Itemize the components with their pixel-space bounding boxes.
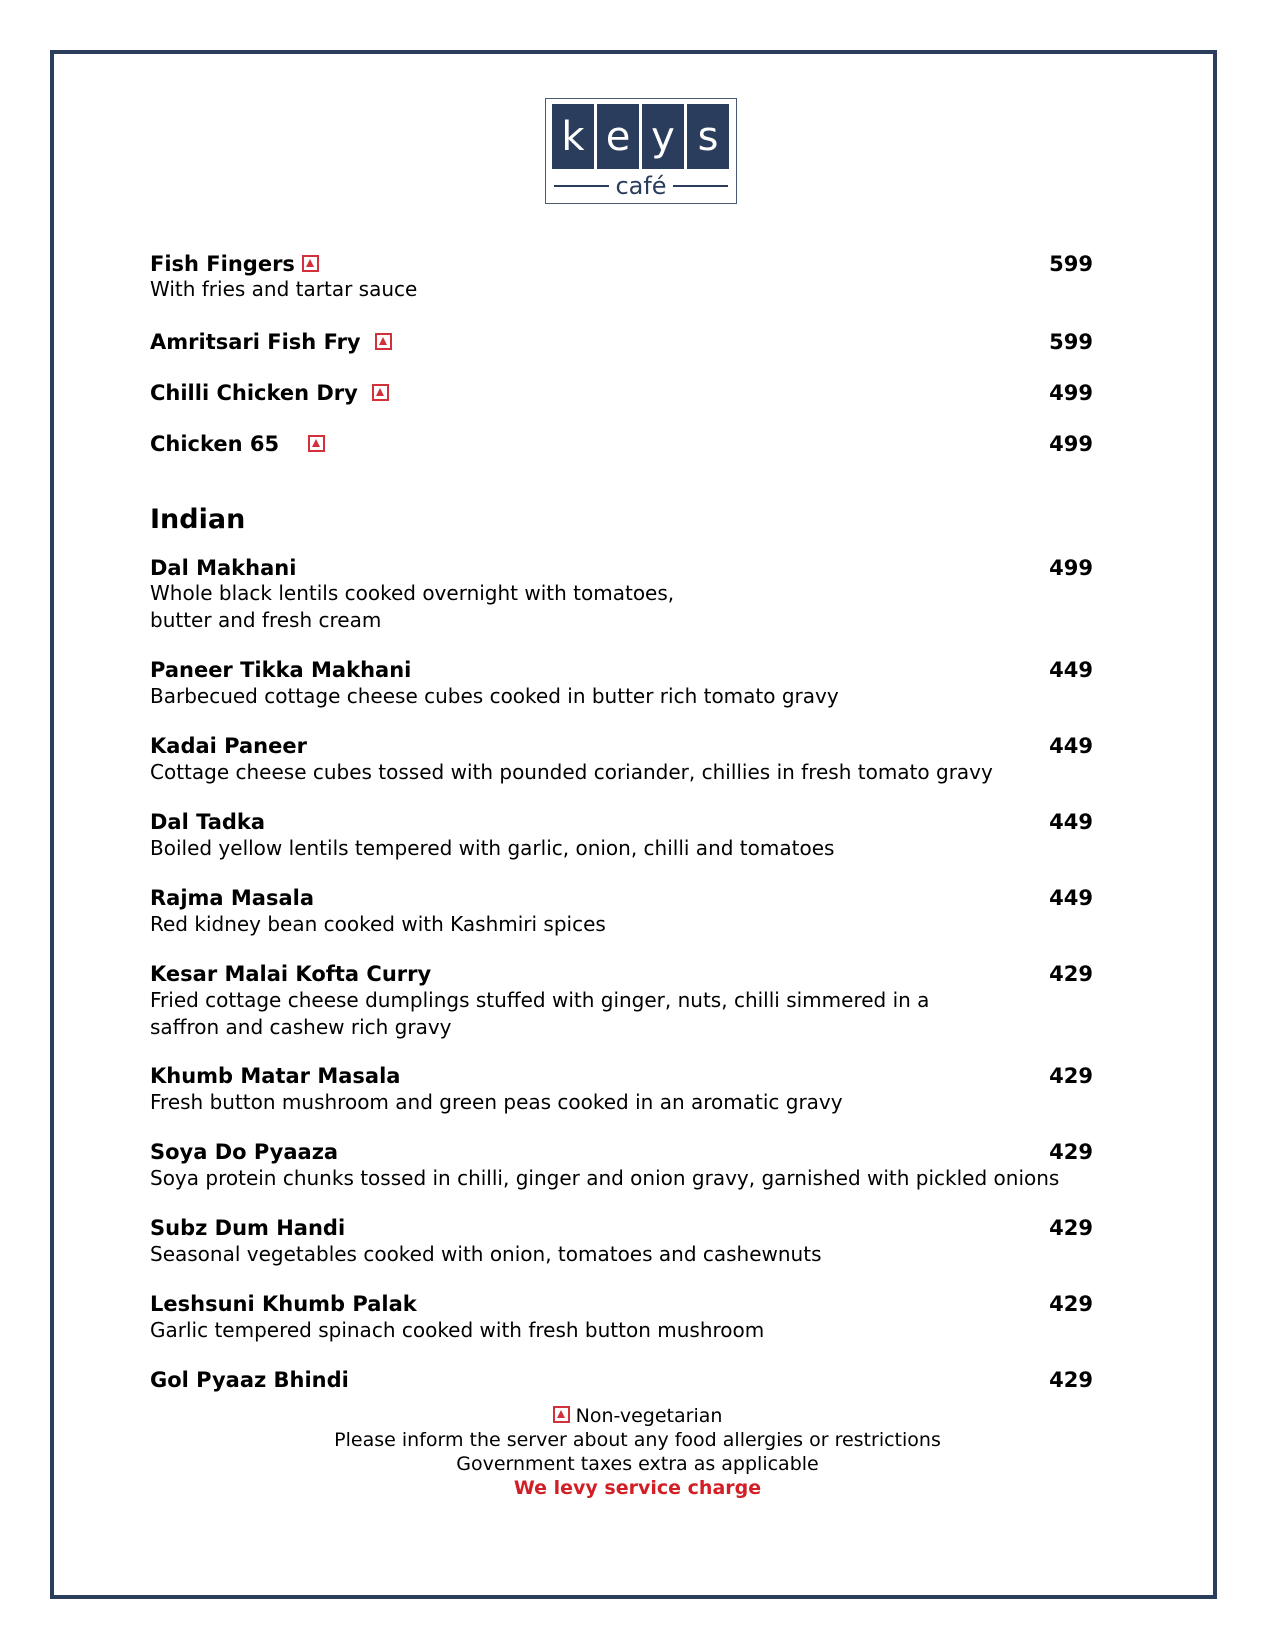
logo-rule (673, 185, 728, 187)
section-title-indian: Indian (150, 504, 246, 535)
menu-item-description: Garlic tempered spinach cooked with fresh button mushroom (150, 1318, 765, 1342)
menu-item-name: Amritsari Fish Fry (150, 332, 392, 353)
menu-item-name: Subz Dum Handi (150, 1216, 346, 1240)
nonveg-icon (302, 255, 319, 272)
menu-item-name: Chilli Chicken Dry (150, 383, 389, 404)
menu-item-description: Soya protein chunks tossed in chilli, ginger and onion gravy, garnished with pickled onions (150, 1166, 1060, 1190)
menu-item-description: With fries and tartar sauce (150, 277, 418, 301)
menu-item-name: Paneer Tikka Makhani (150, 658, 412, 682)
menu-item-price: 499 (1049, 556, 1093, 580)
nonveg-icon (372, 384, 389, 401)
logo-letter-blocks (552, 104, 729, 169)
nonveg-icon (375, 333, 392, 350)
menu-item-price: 429 (1049, 1140, 1093, 1164)
menu-item-price: 499 (1049, 432, 1093, 456)
menu-item-name: Dal Makhani (150, 556, 297, 580)
menu-item-price: 429 (1049, 1292, 1093, 1316)
menu-item-price: 599 (1049, 252, 1093, 276)
menu-item-price: 429 (1049, 962, 1093, 986)
menu-item-price: 449 (1049, 810, 1093, 834)
menu-item-name: Leshsuni Khumb Palak (150, 1292, 417, 1316)
logo-subtitle: café (615, 172, 667, 200)
footer-allergy-note: Please inform the server about any food allergies or restrictions (334, 1429, 941, 1451)
menu-item-price: 499 (1049, 381, 1093, 405)
menu-item-description: Cottage cheese cubes tossed with pounded coriander, chillies in fresh tomato gravy (150, 760, 993, 784)
nonveg-icon (553, 1406, 570, 1423)
footer-service-charge: We levy service charge (513, 1477, 762, 1499)
logo-letter: e (597, 104, 639, 169)
nonveg-icon (308, 435, 325, 452)
menu-item-description: Whole black lentils cooked overnight with tomatoes, butter and fresh cream (150, 581, 675, 632)
footer-tax-note: Government taxes extra as applicable (456, 1453, 819, 1475)
logo-letter: k (552, 104, 594, 169)
menu-item-name: Gol Pyaaz Bhindi (150, 1368, 349, 1392)
menu-item-description: Red kidney bean cooked with Kashmiri spices (150, 912, 606, 936)
menu-item-price: 449 (1049, 658, 1093, 682)
menu-item-name: Chicken 65 (150, 434, 325, 455)
menu-item-description: Seasonal vegetables cooked with onion, tomatoes and cashewnuts (150, 1242, 822, 1266)
menu-item-price: 429 (1049, 1064, 1093, 1088)
logo-subtitle-row (554, 172, 728, 200)
keys-cafe-logo (545, 98, 737, 204)
menu-item-description: Fresh button mushroom and green peas cooked in an aromatic gravy (150, 1090, 843, 1114)
menu-item-name: Fish Fingers (150, 254, 319, 275)
menu-item-name: Khumb Matar Masala (150, 1064, 401, 1088)
menu-item-description: Boiled yellow lentils tempered with garlic, onion, chilli and tomatoes (150, 836, 835, 860)
menu-item-price: 599 (1049, 330, 1093, 354)
logo-rule (554, 185, 609, 187)
logo-letter: y (642, 104, 684, 169)
menu-item-name: Rajma Masala (150, 886, 315, 910)
footer-legend: Non-vegetarian (0, 1404, 1275, 1428)
menu-item-name: Dal Tadka (150, 810, 266, 834)
menu-item-price: 449 (1049, 734, 1093, 758)
menu-item-price: 429 (1049, 1216, 1093, 1240)
menu-item-price: 429 (1049, 1368, 1093, 1392)
menu-item-name: Soya Do Pyaaza (150, 1140, 339, 1164)
menu-item-name: Kadai Paneer (150, 734, 307, 758)
logo-letter: s (687, 104, 729, 169)
menu-item-description: Fried cottage cheese dumplings stuffed with ginger, nuts, chilli simmered in a saffron and cashew rich gravy (150, 988, 930, 1039)
menu-item-price: 449 (1049, 886, 1093, 910)
menu-item-name: Kesar Malai Kofta Curry (150, 962, 432, 986)
menu-item-description: Barbecued cottage cheese cubes cooked in butter rich tomato gravy (150, 684, 839, 708)
